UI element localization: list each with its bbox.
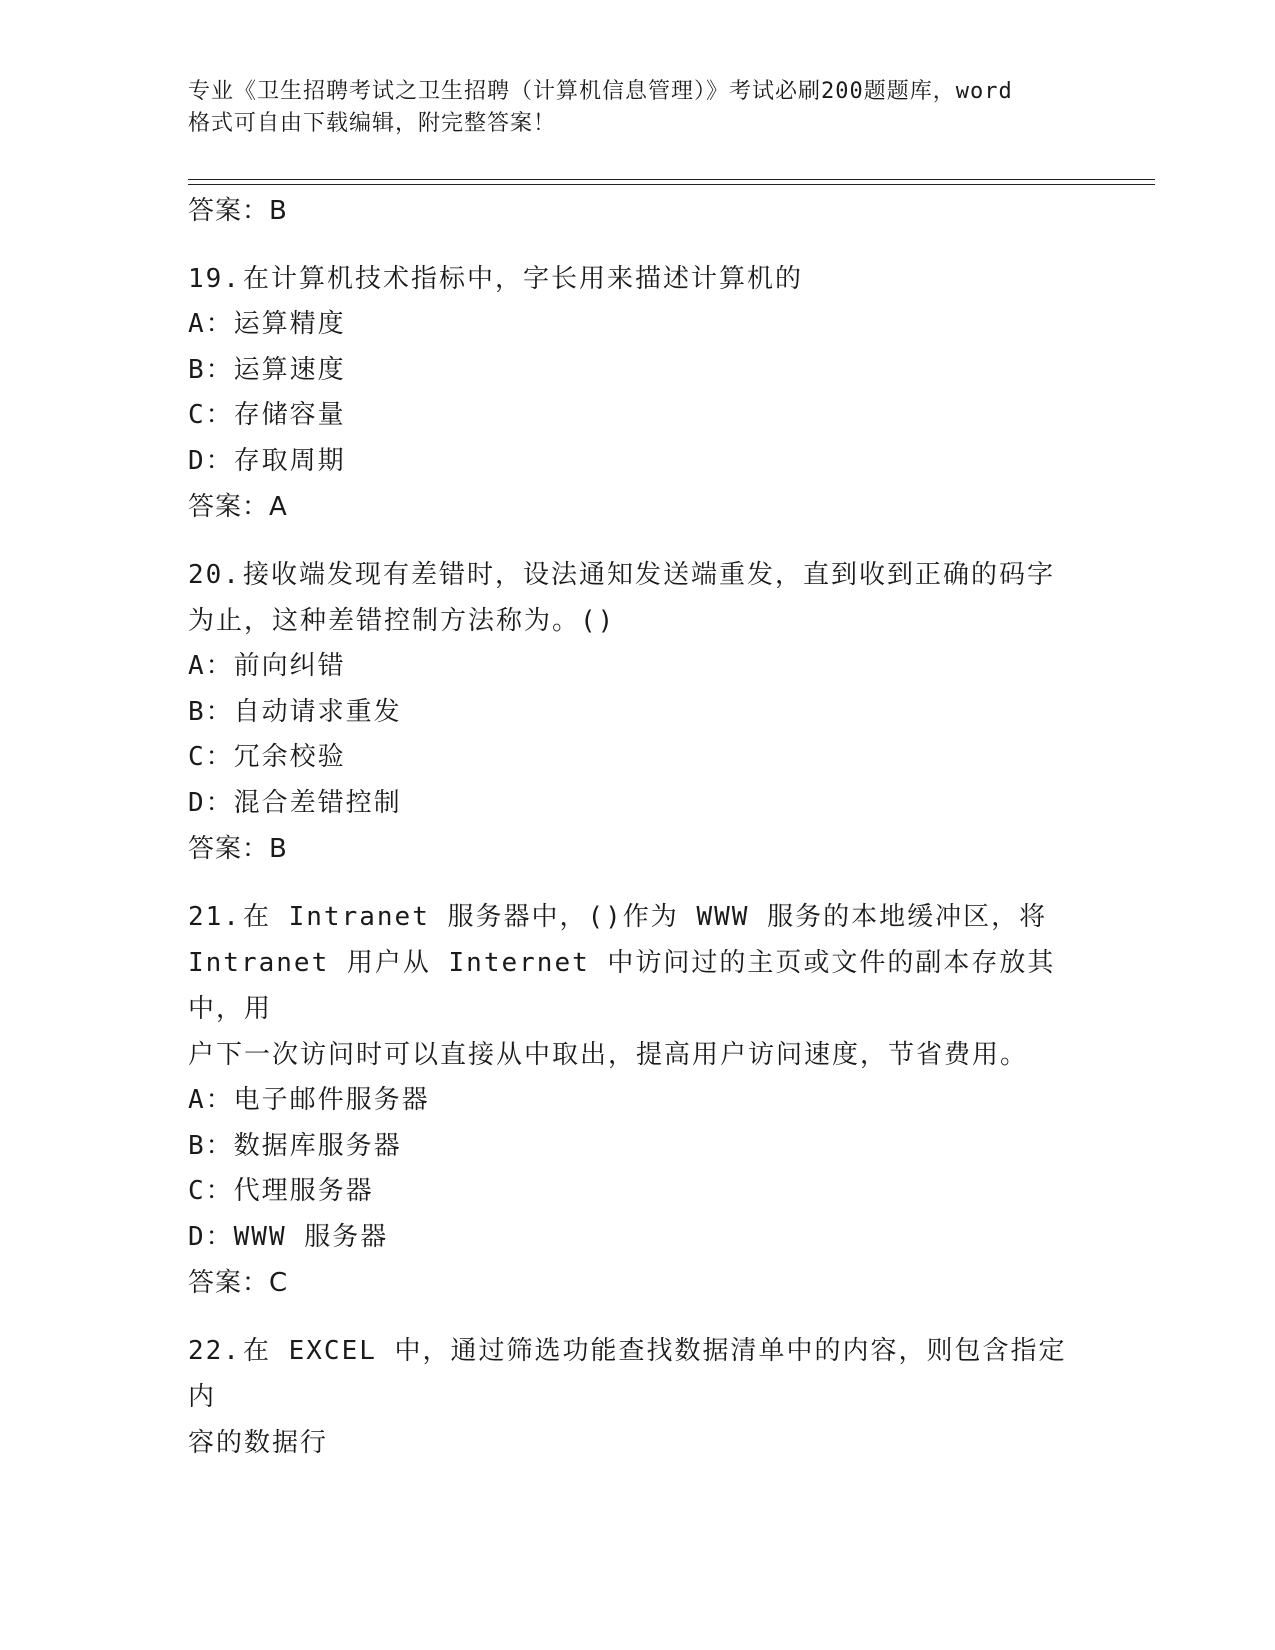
option-a: A：电子邮件服务器 bbox=[188, 1085, 430, 1115]
question-line: Intranet 用户从 Internet 中访问过的主页或文件的副本存放其中，用 bbox=[188, 948, 1056, 1024]
question-line: 在 Intranet 服务器中，()作为 WWW 服务的本地缓冲区，将 bbox=[242, 902, 1048, 932]
option-a: A：运算精度 bbox=[188, 309, 346, 339]
question-number: 21. bbox=[188, 902, 241, 932]
header-line-1: 专业《卫生招聘考试之卫生招聘（计算机信息管理）》考试必刷200题题库，word bbox=[188, 79, 1013, 104]
question-text bbox=[188, 1328, 1088, 1420]
document-body bbox=[188, 188, 1088, 1466]
option-b: B：运算速度 bbox=[188, 354, 346, 385]
question-line: 在计算机技术指标中，字长用来描述计算机的 bbox=[242, 264, 803, 294]
question-line: 户下一次访问时可以直接从中取出，提高用户访问速度，节省费用。 bbox=[188, 1040, 1029, 1070]
option-d: D：混合差错控制 bbox=[188, 787, 402, 818]
question-text bbox=[188, 894, 1088, 940]
option-c: C：冗余校验 bbox=[188, 742, 346, 772]
question-22 bbox=[188, 1328, 1088, 1466]
option-a: A：前向纠错 bbox=[188, 651, 346, 681]
header-line-2: 格式可自由下载编辑，附完整答案！ bbox=[188, 111, 557, 136]
option-b: B：自动请求重发 bbox=[188, 696, 402, 727]
option-d: D：WWW 服务器 bbox=[188, 1221, 389, 1252]
question-line: 为止，这种差错控制方法称为。() bbox=[188, 606, 616, 636]
answer-line: 答案：A bbox=[188, 492, 288, 522]
question-21 bbox=[188, 894, 1088, 1306]
option-c: C：存储容量 bbox=[188, 400, 346, 430]
option-b: B：数据库服务器 bbox=[188, 1130, 402, 1161]
question-20 bbox=[188, 552, 1088, 872]
option-d: D：存取周期 bbox=[188, 445, 346, 476]
question-line: 接收端发现有差错时，设法通知发送端重发，直到收到正确的码字 bbox=[242, 560, 1055, 590]
question-19 bbox=[188, 256, 1088, 530]
answer-line: 答案：B bbox=[188, 196, 288, 226]
header-rule-top bbox=[188, 179, 1155, 180]
answer-line: 答案：B bbox=[188, 834, 288, 864]
option-c: C：代理服务器 bbox=[188, 1176, 374, 1206]
document-header bbox=[188, 76, 1088, 140]
question-number: 22. bbox=[188, 1336, 241, 1366]
question-text bbox=[188, 256, 1088, 302]
question-number: 20. bbox=[188, 560, 241, 590]
question-line: 容的数据行 bbox=[188, 1428, 329, 1458]
question-number: 19. bbox=[188, 264, 241, 294]
question-text bbox=[188, 552, 1088, 598]
question-line: 在 EXCEL 中，通过筛选功能查找数据清单中的内容，则包含指定内 bbox=[188, 1336, 1067, 1412]
answer-line: 答案：C bbox=[188, 1268, 289, 1298]
header-rule-bottom bbox=[188, 184, 1155, 185]
